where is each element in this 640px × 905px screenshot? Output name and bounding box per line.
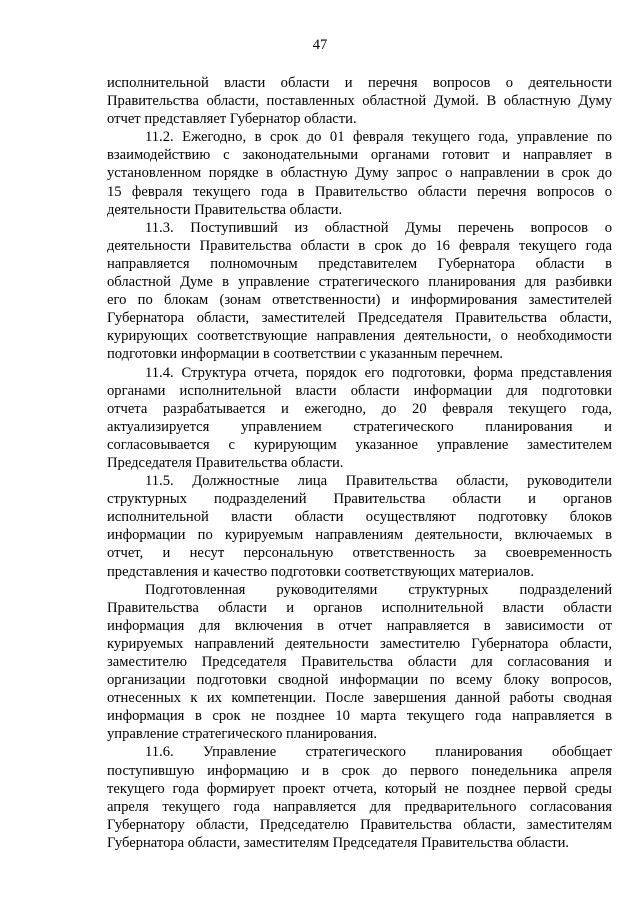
text-line: Председателя Правительства области. [107, 454, 344, 471]
text-line: 11.3. Поступивший из областной Думы перечень вопросов о [145, 219, 612, 236]
text-line: заместителю Председателя Правительства области для согласования и [107, 654, 612, 670]
text-line: текущего года формирует проект отчета, который не позднее первой среды [107, 780, 612, 797]
text-line: актуализируется управлением стратегического планирования и [107, 418, 612, 435]
text-line: Правительства области и органов исполнительной власти области [107, 599, 612, 616]
text-line: направляется полномочным представителем Губернатора области в [107, 255, 612, 272]
text-line: отчета разрабатывается и ежегодно, до 20 февраля текущего года, [107, 400, 612, 417]
text-line: подготовки информации в соответствии с указанным перечнем. [107, 346, 504, 363]
page-number: 47 [312, 37, 328, 53]
paragraph-11-4 [107, 364, 612, 473]
text-line: курируемых направлений деятельности заместителю Губернатора области, [107, 635, 612, 652]
text-line: Правительства области, поставленных областной Думой. В областную Думу [107, 93, 612, 110]
text-line: организации подготовки сводной информации по всему блоку вопросов, [107, 672, 612, 689]
text-line: исполнительной власти области и перечня вопросов о деятельности [107, 75, 612, 91]
paragraph-11-2 [107, 128, 612, 218]
text-line: информация для включения в отчет направляется в зависимости от [107, 617, 612, 634]
text-line: представления и качество подготовки соответствующих материалов. [107, 563, 534, 580]
text-line: деятельности Правительства области в срок до 16 февраля текущего года [107, 237, 612, 254]
paragraph-prepared-information [107, 581, 612, 744]
text-line: информация в срок не позднее 10 марта текущего года направляется в [107, 708, 612, 725]
text-line: поступившую информацию и в срок до первого понедельника апреля [107, 762, 612, 779]
text-line: 11.5. Должностные лица Правительства области, руководители [145, 473, 612, 490]
paragraph-continuation [107, 74, 612, 128]
text-line: отнесенных к их компетенции. После завершения данной работы сводная [107, 690, 612, 707]
paragraph-11-3 [107, 219, 612, 364]
text-line: областной Думе в управление стратегического планирования для разбивки [107, 274, 612, 291]
text-line: 11.4. Структура отчета, порядок его подготовки, форма представления [145, 364, 612, 381]
text-line: Губернатору области, Председателю Правительства области, заместителям [107, 816, 612, 833]
text-line: управление стратегического планирования. [107, 726, 377, 743]
text-line: отчет представляет Губернатор области. [107, 111, 357, 128]
text-line: органами исполнительной власти области информации для подготовки [107, 382, 612, 399]
text-line: Губернатора области, заместителей Председателя Правительства области, [107, 310, 612, 327]
paragraph-11-6 [107, 743, 612, 852]
text-line: Подготовленная руководителями структурных подразделений [145, 581, 612, 598]
text-line: согласовывается с курирующим указанное управление заместителем [107, 436, 612, 453]
text-line: 15 февраля текущего года в Правительство области перечня вопросов о [107, 183, 612, 200]
text-line: курирующих соответствующие направления деятельности, о необходимости [107, 328, 612, 345]
text-line: исполнительной власти области осуществляют подготовку блоков [107, 509, 612, 526]
document-body [107, 74, 612, 852]
text-line: деятельности Правительства области. [107, 201, 343, 218]
text-line: его по блокам (зонам ответственности) и информирования заместителей [107, 292, 612, 309]
text-line: отчет, и несут персональную ответственность за своевременность [107, 545, 612, 562]
text-line: апреля текущего года направляется для предварительного согласования [107, 798, 612, 815]
paragraph-11-5 [107, 472, 612, 581]
text-line: установленном порядке в областную Думу запрос о направлении в срок до [107, 165, 612, 182]
text-line: структурных подразделений Правительства области и органов [107, 491, 612, 508]
text-line: 11.2. Ежегодно, в срок до 01 февраля текущего года, управление по [145, 129, 612, 146]
text-line: взаимодействию с законодательными органами готовит и направляет в [107, 147, 612, 164]
text-line: 11.6. Управление стратегического планирования обобщает [145, 744, 612, 761]
text-line: информации по курируемым направлениям деятельности, включаемых в [107, 527, 612, 544]
text-line: Губернатора области, заместителям Председателя Правительства области. [107, 834, 570, 851]
